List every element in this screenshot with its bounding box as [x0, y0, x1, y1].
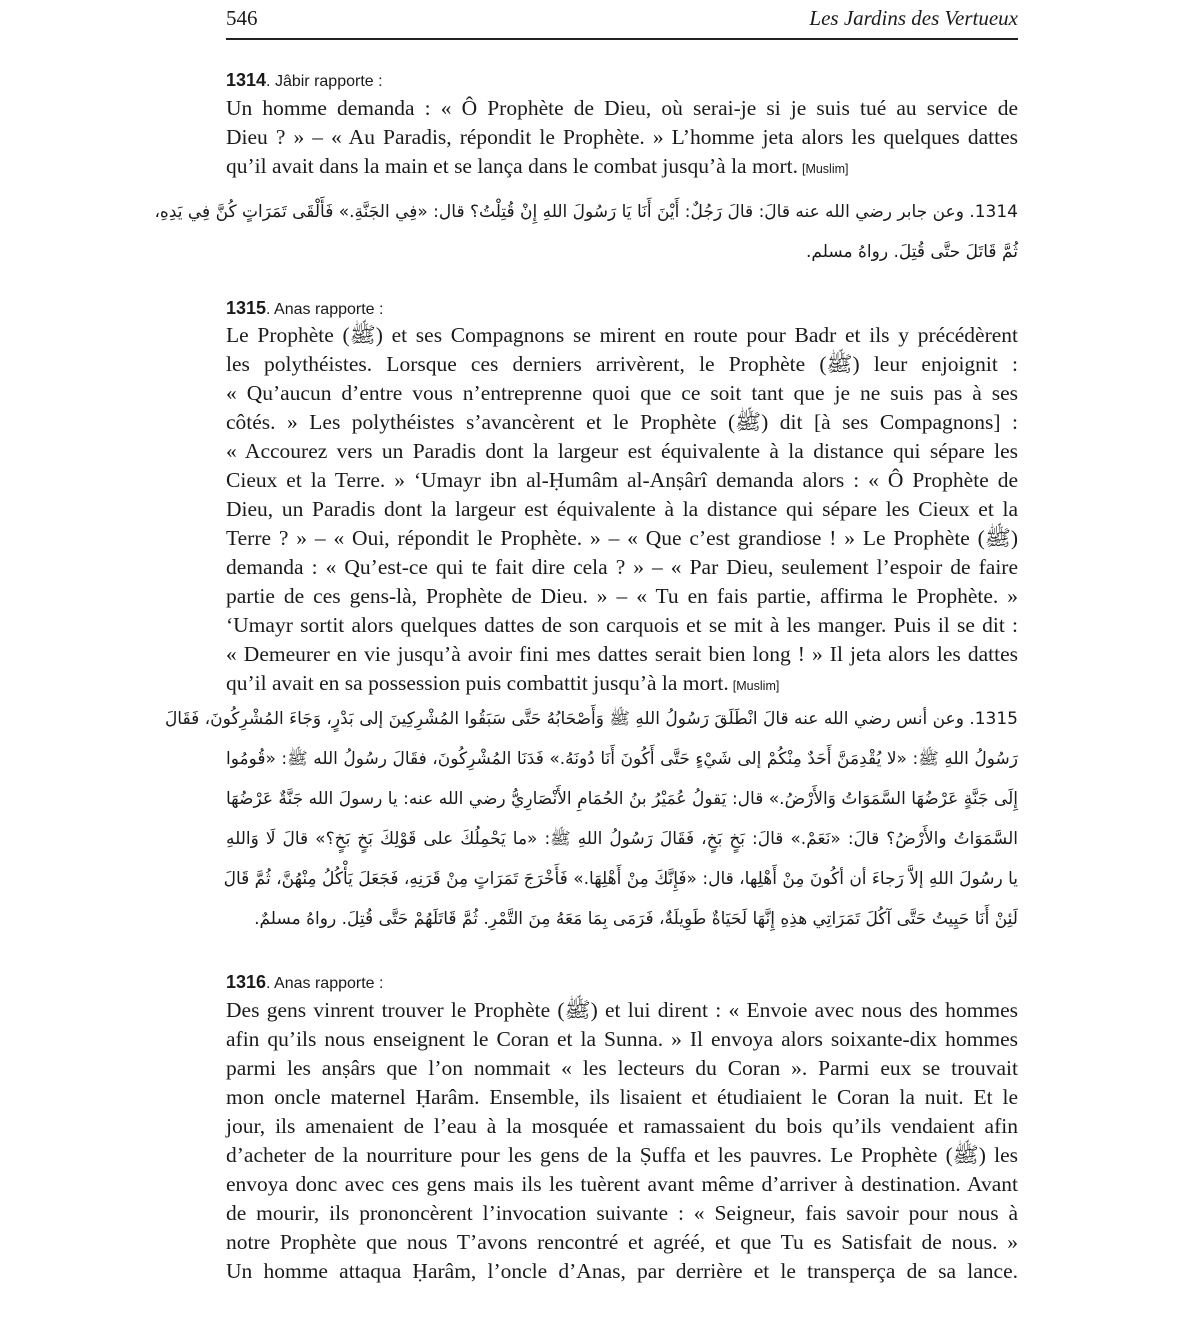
running-title: Les Jardins des Vertueux [809, 6, 1018, 30]
french-line: parmi les anṣârs que l’on nommait « les lecteurs du Coran ». Parmi eux se trouvait [226, 1056, 1018, 1080]
french-line: Un homme attaqua Ḥarâm, l’oncle d’Anas, par derrière et le transperça de sa lance. [226, 1259, 1018, 1283]
page-number: 546 [226, 6, 258, 30]
arabic-line: 1315. وعن أنس رضي الله عنه قالَ انْطَلَقَ رَسُولُ اللهِ ﷺ وَأَصْحَابُهُ حَتَّى سَبَقُوا المُشْرِكِينَ إلى بَدْرٍ، وَجَاءَ المُشْرِكُونَ، فَقَالَ [164, 709, 1018, 729]
french-line: côtés. » Les polythéistes s’avancèrent et le Prophète (ﷺ) dit [à ses Compagnons] : [226, 410, 1018, 434]
french-line [226, 669, 1018, 698]
french-line-text: qu’il avait en sa possession puis combattit jusqu’à la mort. [226, 671, 729, 695]
french-line: notre Prophète que nous T’avons rencontré et agréé, et que Tu es Satisfait de nous. » [226, 1230, 1018, 1254]
french-line [226, 152, 1018, 181]
french-line: Dieu, un Paradis dont la largeur est équivalente à la distance qui sépare les Cieux et la [226, 497, 1018, 521]
arabic-line: إِلَى جَنَّةٍ عَرْضُهَا السَّمَوَاتُ وَالأَرْضُ.» قال: يَقولُ عُمَيْرُ بنُ الحُمَامِ الأَنْصَارِيُّ رضي الله عنه: يا رسولَ الله جَنَّةٌ عَرْضُهَا [226, 789, 1018, 809]
hadith-number: 1315 [226, 298, 267, 318]
arabic-line: السَّمَوَاتُ والأَرْضُ؟ قالَ: «نَعَمْ.» قالَ: بَخٍ بَخٍ، فَقَالَ رَسُولُ اللهِ ﷺ: «ما يَحْمِلُكَ على قَوْلِكَ بَخٍ بَخٍ؟» قالَ لَا وَاللهِ [226, 829, 1018, 849]
arabic-line: رَسُولُ اللهِ ﷺ: «لا يُقْدِمَنَّ أَحَدٌ مِنْكُمْ إلى شَيْءٍ حَتَّى أَكُونَ أَنَا دُونَهُ.» فَدَنَا المُشْرِكُونَ، فقَالَ رسُولُ الله ﷺ: «قُومُوا [226, 749, 1018, 769]
french-line: afin qu’ils nous enseignent le Coran et la Sunna. » Il envoya alors soixante-dix hommes [226, 1027, 1018, 1051]
french-line: ‘Umayr sortit alors quelques dattes de son carquois et se mit à les manger. Puis il se dit : [226, 613, 1018, 637]
french-line: jour, ils amenaient de l’eau à la mosquée et ramassaient du bois qu’ils vendaient afin [226, 1114, 1018, 1138]
french-line: « Qu’aucun d’entre vous n’entreprenne quoi que ce soit tant que je ne suis pas à ses [226, 381, 1018, 405]
french-line: d’acheter de la nourriture pour les gens de la Ṣuffa et les pauvres. Le Prophète (ﷺ) les [226, 1143, 1018, 1167]
hadith-heading-1314 [226, 70, 383, 91]
french-line: « Demeurer en vie jusqu’à avoir fini mes dattes serait bien long ! » Il jeta alors les dattes [226, 642, 1018, 666]
french-line: Cieux et la Terre. » ‘Umayr ibn al-Ḥumâm al-Anṣârî demanda alors : « Ô Prophète de [226, 468, 1018, 492]
french-line: Le Prophète (ﷺ) et ses Compagnons se mirent en route pour Badr et ils y précédèrent [226, 323, 1018, 347]
hadith-narrator: . Jâbir rapporte : [266, 73, 383, 90]
hadith-narrator: . Anas rapporte : [266, 975, 384, 992]
french-line: Un homme demanda : « Ô Prophète de Dieu, où serai-je si je suis tué au service de [226, 96, 1018, 120]
arabic-line: لَئِنْ أَنَا حَيِيتُ حَتَّى آكُلَ تَمَرَاتِي هذِهِ إِنَّهَا لَحَيَاةٌ طَوِيلَةٌ، فَرَمَى بِمَا مَعَهُ مِنَ التَّمْرِ. ثُمَّ قَاتَلَهُمْ حَتَّى قُتِلَ. رواهُ مسلمٌ. [254, 909, 1018, 929]
french-line: Dieu ? » – « Au Paradis, répondit le Prophète. » L’homme jeta alors les quelques dattes [226, 125, 1018, 149]
arabic-line: يا رسُولَ اللهِ إلاَّ رَجاءَ أن أكُونَ مِنْ أَهْلِها، قال: «فَإِنَّكَ مِنْ أَهْلِهَا.» فَأَخْرَجَ تَمَرَاتٍ مِنْ قَرَنِهِ، فَجَعَلَ يَأْكُلُ مِنْهُنَّ، ثُمَّ قَالَ [223, 869, 1018, 889]
hadith-heading-1316 [226, 972, 383, 993]
french-line: Des gens vinrent trouver le Prophète (ﷺ) et lui dirent : « Envoie avec nous des hommes [226, 998, 1018, 1022]
source-reference: [Muslim] [801, 162, 849, 176]
hadith-heading-1315 [226, 298, 383, 319]
french-line-text: qu’il avait dans la main et se lança dans le combat jusqu’à la mort. [226, 154, 798, 178]
french-line: Terre ? » – « Oui, répondit le Prophète. » – « Que c’est grandiose ! » Le Prophète (ﷺ) [226, 526, 1018, 550]
header-rule [226, 38, 1018, 40]
hadith-number: 1316 [226, 972, 267, 992]
french-line: demanda : « Qu’est-ce qui te fait dire cela ? » – « Par Dieu, seulement l’espoir de faire [226, 555, 1018, 579]
french-line: envoya donc avec ces gens mais ils les tuèrent avant même d’arriver à destination. Avant [226, 1172, 1018, 1196]
source-reference: [Muslim] [732, 679, 780, 693]
french-line: mon oncle maternel Ḥarâm. Ensemble, ils lisaient et étudiaient le Coran la nuit. Et le [226, 1085, 1018, 1109]
page-header [226, 4, 1018, 34]
french-line: partie de ces gens-là, Prophète de Dieu. » – « Tu en fais partie, affirma le Prophète. » [226, 584, 1018, 608]
french-line: les polythéistes. Lorsque ces derniers arrivèrent, le Prophète (ﷺ) leur enjoignit : [226, 352, 1019, 376]
french-line: de mourir, ils prononcèrent l’invocation suivante : « Seigneur, fais savoir pour nous à [226, 1201, 1018, 1225]
hadith-number: 1314 [226, 70, 267, 90]
french-line: « Accourez vers un Paradis dont la largeur est équivalente à la distance qui sépare les [226, 439, 1018, 463]
arabic-line: 1314. وعن جابر رضي الله عنه قالَ: قالَ رَجُلٌ: أَيْنَ أَنَا يَا رَسُولَ اللهِ إِنْ قُتِلْتُ؟ قال: «فِي الجَنَّةِ.» فَأَلْقَى تَمَرَاتٍ كُنَّ فِي يَدِهِ، [154, 202, 1018, 222]
hadith-narrator: . Anas rapporte : [266, 301, 384, 318]
arabic-line: ثُمَّ قَاتَلَ حتَّى قُتِلَ. رواهُ مسلم. [806, 242, 1018, 262]
